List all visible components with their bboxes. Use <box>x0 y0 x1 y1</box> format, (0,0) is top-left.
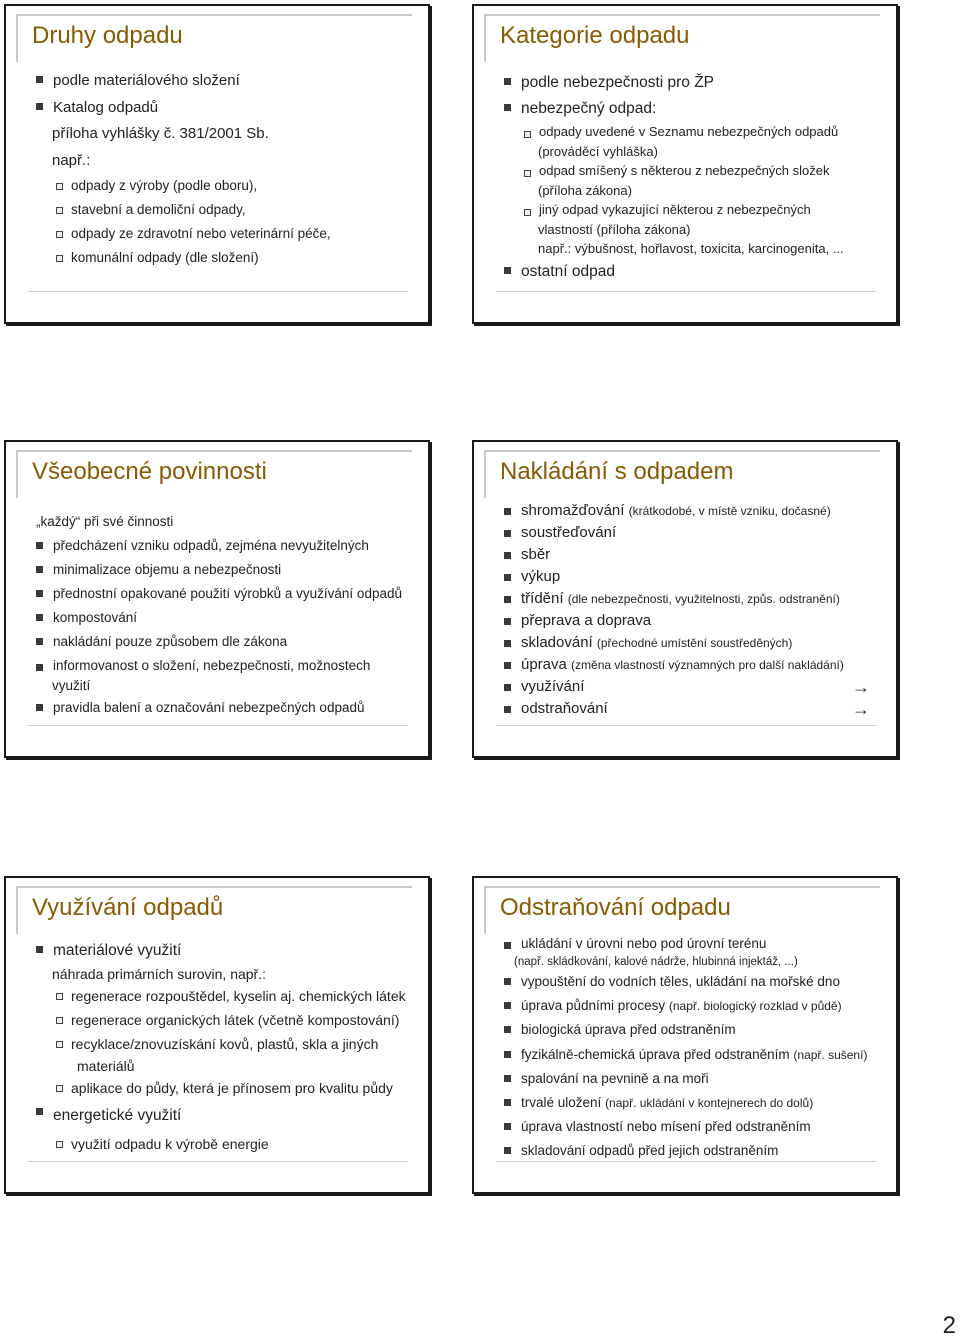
list-item: regenerace rozpouštědel, kyselin aj. chemických látek <box>32 984 412 1008</box>
list-item: kompostování <box>32 606 412 630</box>
list-item: přeprava a doprava <box>500 610 880 632</box>
list-item: skladování (přechodné umístění soustředěných) <box>500 632 880 654</box>
arrow-right-icon: → <box>852 699 870 719</box>
list-item: úprava půdními procesy (např. biologický rozklad v půdě) <box>500 994 880 1018</box>
slide-title: Kategorie odpadu <box>500 22 690 49</box>
list-intro: „každý“ při své činnosti <box>36 514 174 529</box>
slide-title: Nakládání s odpadem <box>500 458 734 485</box>
list-item: odpady uvedené v Seznamu nebezpečných odpadů <box>500 122 880 142</box>
list-item: odstraňování → <box>500 698 880 720</box>
slide-content <box>32 938 412 1156</box>
slide-title: Druhy odpadu <box>32 22 183 49</box>
slide-decoration <box>16 14 412 22</box>
list-item: předcházení vzniku odpadů, zejména nevyužitelných <box>32 534 412 558</box>
list-item: podle materiálového složení <box>32 68 412 95</box>
list-item: aplikace do půdy, která je přínosem pro kvalitu půdy <box>32 1076 412 1100</box>
slide-divider <box>28 291 408 292</box>
list-item: regenerace organických látek (včetně kompostování) <box>32 1008 412 1032</box>
list-item: využívání → <box>500 676 880 698</box>
list-item: využití odpadu k výrobě energie <box>32 1132 412 1156</box>
list-item: jiný odpad vykazující některou z nebezpečných <box>500 200 880 220</box>
list-item: třídění (dle nebezpečnosti, využitelnosti, způs. odstranění) <box>500 588 880 610</box>
slide-content <box>500 934 880 1164</box>
list-item: výkup <box>500 566 880 588</box>
list-item-continuation: využití <box>52 678 91 693</box>
slide-kategorie-odpadu <box>472 4 898 324</box>
list-item: úprava vlastností nebo mísení před odstraněním <box>500 1115 880 1139</box>
slide-odstranovani-odpadu <box>472 876 898 1194</box>
list-item: komunální odpady (dle složení) <box>32 246 412 270</box>
slide-decoration <box>16 450 412 458</box>
list-item: Katalog odpadů <box>32 95 412 122</box>
list-item-continuation: vlastností (příloha zákona) <box>538 221 691 237</box>
slide-title: Využívání odpadů <box>32 894 224 921</box>
slide-content <box>500 70 880 285</box>
slide-content <box>32 68 412 270</box>
list-item: nakládání pouze způsobem dle zákona <box>32 630 412 654</box>
list-item: energetické využití <box>32 1100 412 1132</box>
slide-vseobecne-povinnosti <box>4 440 430 758</box>
list-item: fyzikálně-chemická úprava před odstraněním (např. sušení) <box>500 1043 880 1067</box>
slide-content <box>500 500 880 720</box>
page-number: 2 <box>942 1312 956 1339</box>
slide-decoration <box>484 450 880 458</box>
slide-decoration <box>484 886 880 894</box>
list-item: trvalé uložení (např. ukládání v kontejnerech do dolů) <box>500 1091 880 1115</box>
list-item-continuation: (příloha zákona) <box>538 182 632 198</box>
slide-druhy-odpadu <box>4 4 430 324</box>
list-item: informovanost o složení, nebezpečnosti, možnostech <box>32 654 412 676</box>
list-item: např.: <box>52 151 91 169</box>
list-item: stavební a demoliční odpady, <box>32 198 412 222</box>
list-item: odpady ze zdravotní nebo veterinární péče, <box>32 222 412 246</box>
list-item: příloha vyhlášky č. 381/2001 Sb. <box>52 125 269 142</box>
slide-divider <box>28 1161 408 1162</box>
list-item: shromažďování (krátkodobé, v místě vzniku, dočasné) <box>500 500 880 522</box>
slide-title: Odstraňování odpadu <box>500 894 731 921</box>
list-item: odpady z výroby (podle oboru), <box>32 174 412 198</box>
list-item-continuation: (např. skládkování, kalové nádrže, hlubinná injektáž, ...) <box>514 956 798 968</box>
list-item: nebezpečný odpad: <box>500 96 880 122</box>
slide-vyuzivani-odpadu <box>4 876 430 1194</box>
list-item: ukládání v úrovni nebo pod úrovní terénu <box>500 934 880 954</box>
list-item: odpad smíšený s některou z nebezpečných složek <box>500 161 880 181</box>
slide-title: Všeobecné povinnosti <box>32 458 267 485</box>
list-item: biologická úprava před odstraněním <box>500 1018 880 1042</box>
slide-divider <box>496 291 876 292</box>
slide-content <box>32 510 412 720</box>
list-item: přednostní opakované použití výrobků a využívání odpadů <box>32 582 412 606</box>
list-item: recyklace/znovuzískání kovů, plastů, skla a jiných <box>32 1032 412 1056</box>
list-item-continuation: např.: výbušnost, hořlavost, toxicita, karcinogenita, ... <box>538 241 844 256</box>
list-item-continuation: materiálů <box>77 1058 135 1074</box>
slide-nakladani-s-odpadem <box>472 440 898 758</box>
slide-decoration <box>16 886 412 894</box>
list-item: soustřeďování <box>500 522 880 544</box>
list-item: sběr <box>500 544 880 566</box>
list-item: úprava (změna vlastností významných pro další nakládání) <box>500 654 880 676</box>
slide-decoration <box>484 14 880 22</box>
slide-divider <box>496 1161 876 1162</box>
list-item-continuation: náhrada primárních surovin, např.: <box>52 966 266 982</box>
list-item: podle nebezpečnosti pro ŽP <box>500 70 880 96</box>
list-item: skladování odpadů před jejich odstraněním <box>500 1139 880 1163</box>
list-item: vypouštění do vodních těles, ukládání na mořské dno <box>500 970 880 994</box>
list-item: materiálové využití <box>32 938 412 964</box>
slide-divider <box>496 725 876 726</box>
list-item: pravidla balení a označování nebezpečných odpadů <box>32 696 412 720</box>
arrow-right-icon: → <box>852 677 870 697</box>
list-item-continuation: (prováděcí vyhláška) <box>538 143 658 159</box>
slide-divider <box>28 725 408 726</box>
list-item: spalování na pevnině a na moři <box>500 1067 880 1091</box>
list-item: minimalizace objemu a nebezpečnosti <box>32 558 412 582</box>
list-item: ostatní odpad <box>500 259 880 285</box>
